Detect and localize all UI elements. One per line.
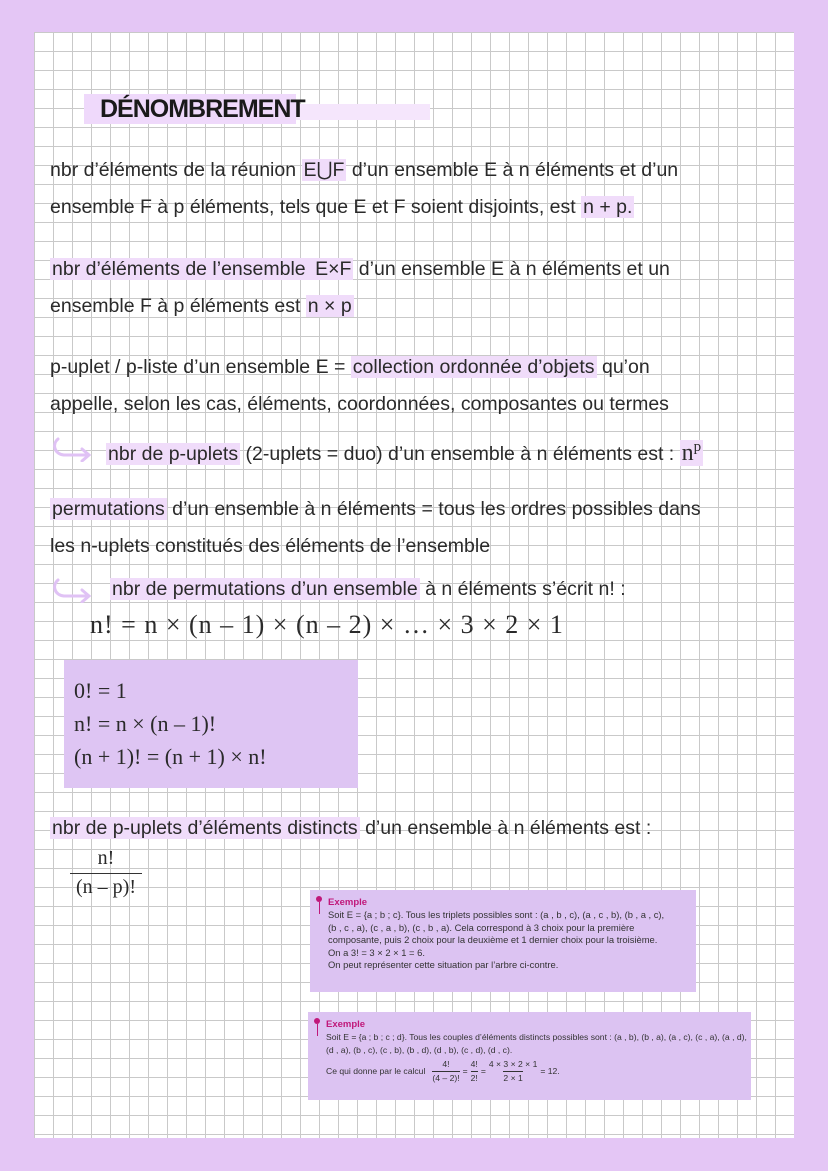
product-line-1 [50,251,780,288]
union-text-end: d’un ensemble E à n éléments et d’un [346,159,679,181]
calc-equals: = [480,1065,486,1076]
calc-denominator: 2! [470,1072,478,1083]
product-paragraph [50,251,780,325]
example-calculation [326,1058,743,1084]
product-text-end: d’un ensemble E à n éléments et un [353,258,670,280]
page-title: DÉNOMBREMENT [84,94,296,124]
example-box-triplets [310,890,696,992]
formula-exponent: p [693,439,702,455]
factorial-zero: 0! = 1 [74,678,127,703]
puplet-text: p-uplet / p-liste d’un ensemble E = [50,356,351,378]
puplet-highlight: collection ordonnée d’objets [352,356,595,378]
distinct-paragraph [50,810,780,847]
union-text: nbr d’éléments de la réunion [50,159,302,181]
calc-numerator: 4 × 3 × 2 × 1 [488,1059,538,1070]
formula-base: n [681,440,694,466]
example-label: Exemple [326,1019,366,1030]
calc-fraction-3 [489,1058,538,1084]
calc-denominator: 2 × 1 [503,1072,523,1083]
example-line: composante, puis 2 choix pour la deuxième et 1 dernier choix pour la troisième. [328,934,658,946]
puplet-line-1 [50,349,780,386]
permutations-highlight: permutations [52,498,165,520]
product-highlight: E×F [315,258,352,280]
fraction-numerator: n! [97,847,115,869]
union-line-2 [50,189,780,226]
arrangement-fraction [70,847,142,899]
permutations-line-2: les n-uplets constitués des éléments de l’ensemble [50,535,491,557]
permutations-count-highlight: nbr de permutations d’un ensemble [112,578,418,600]
puplet-text-end: qu’on [596,356,650,378]
union-result: n + p. [583,196,633,218]
curved-arrow-icon [48,577,92,603]
example-line: (d , a), (b , c), (c , b), (b , d), (d , b), (c , d), (d , c). [326,1044,513,1055]
example-line: (b , c , a), (c , a , b), (c , b , a). Cela correspond à 3 choix pour la première [328,921,635,933]
factorial-formula: n! = n × (n – 1) × (n – 2) × … × 3 × 2 × 1 [90,610,564,639]
permutations-text: d’un ensemble à n éléments = tous les ordres possibles dans [166,498,701,520]
permutations-line-1 [50,491,780,528]
example-line: Soit E = {a ; b ; c}. Tous les triplets possibles sont : (a , b , c), (a , c , b), (b , a , c), [328,909,665,921]
example-label: Exemple [328,897,368,908]
example-box-couples [308,1012,751,1100]
curved-arrow-icon [48,436,92,462]
permutations-paragraph [50,491,780,565]
calc-result: = 12. [540,1065,560,1076]
product-result: n × p [307,295,352,317]
calc-fraction-1 [432,1058,459,1084]
factorial-properties-box [64,660,358,788]
permutations-count-line [110,572,794,606]
permutations-count-text: à n éléments s’écrit n! : [419,578,626,600]
example-line: Soit E = {a ; b ; c ; d}. Tous les couples d’éléments distincts possibles sont : (a , b), (b , a), (a , c), (c , a), (a , d), [326,1032,747,1043]
product-line-2 [50,288,780,325]
puplet-count-highlight: nbr de p-uplets [108,443,239,465]
distinct-text: d’un ensemble à n éléments est : [359,817,652,839]
notes-page [34,32,794,1138]
calc-equals: = [462,1065,468,1076]
puplet-count-line [106,430,794,471]
calc-numerator: 4! [442,1059,450,1070]
factorial-successor: (n + 1)! = (n + 1) × n! [74,744,267,769]
puplet-count-formula [680,440,704,466]
calc-denominator: (4 – 2)! [432,1072,460,1083]
factorial-recursive: n! = n × (n – 1)! [74,711,217,736]
union-text-2: ensemble F à p éléments, tels que E et F soient disjoints, est [50,196,582,218]
distinct-highlight: nbr de p-uplets d’éléments distincts [52,817,358,839]
calc-fraction-2 [471,1058,478,1084]
calc-label: Ce qui donne par le calcul [326,1065,426,1076]
product-text-2: ensemble F à p éléments est [50,295,306,317]
pin-line [317,1024,318,1036]
puplet-line-2: appelle, selon les cas, éléments, coordonnées, composantes ou termes [50,393,669,415]
fraction-denominator: (n – p)! [70,873,142,899]
calc-numerator: 4! [470,1059,478,1070]
product-text: nbr d’éléments de l’ensemble [52,258,312,280]
example-line: On a 3! = 3 × 2 × 1 = 6. [328,946,425,958]
pin-line [319,902,320,914]
union-highlight: E⋃F [303,159,345,181]
puplet-paragraph [50,349,780,423]
example-line: On peut représenter cette situation par l’arbre ci-contre. [328,959,559,971]
union-paragraph [50,152,780,226]
union-line-1 [50,152,780,189]
puplet-count-text: (2-uplets = duo) d’un ensemble à n éléments est : [240,443,680,465]
